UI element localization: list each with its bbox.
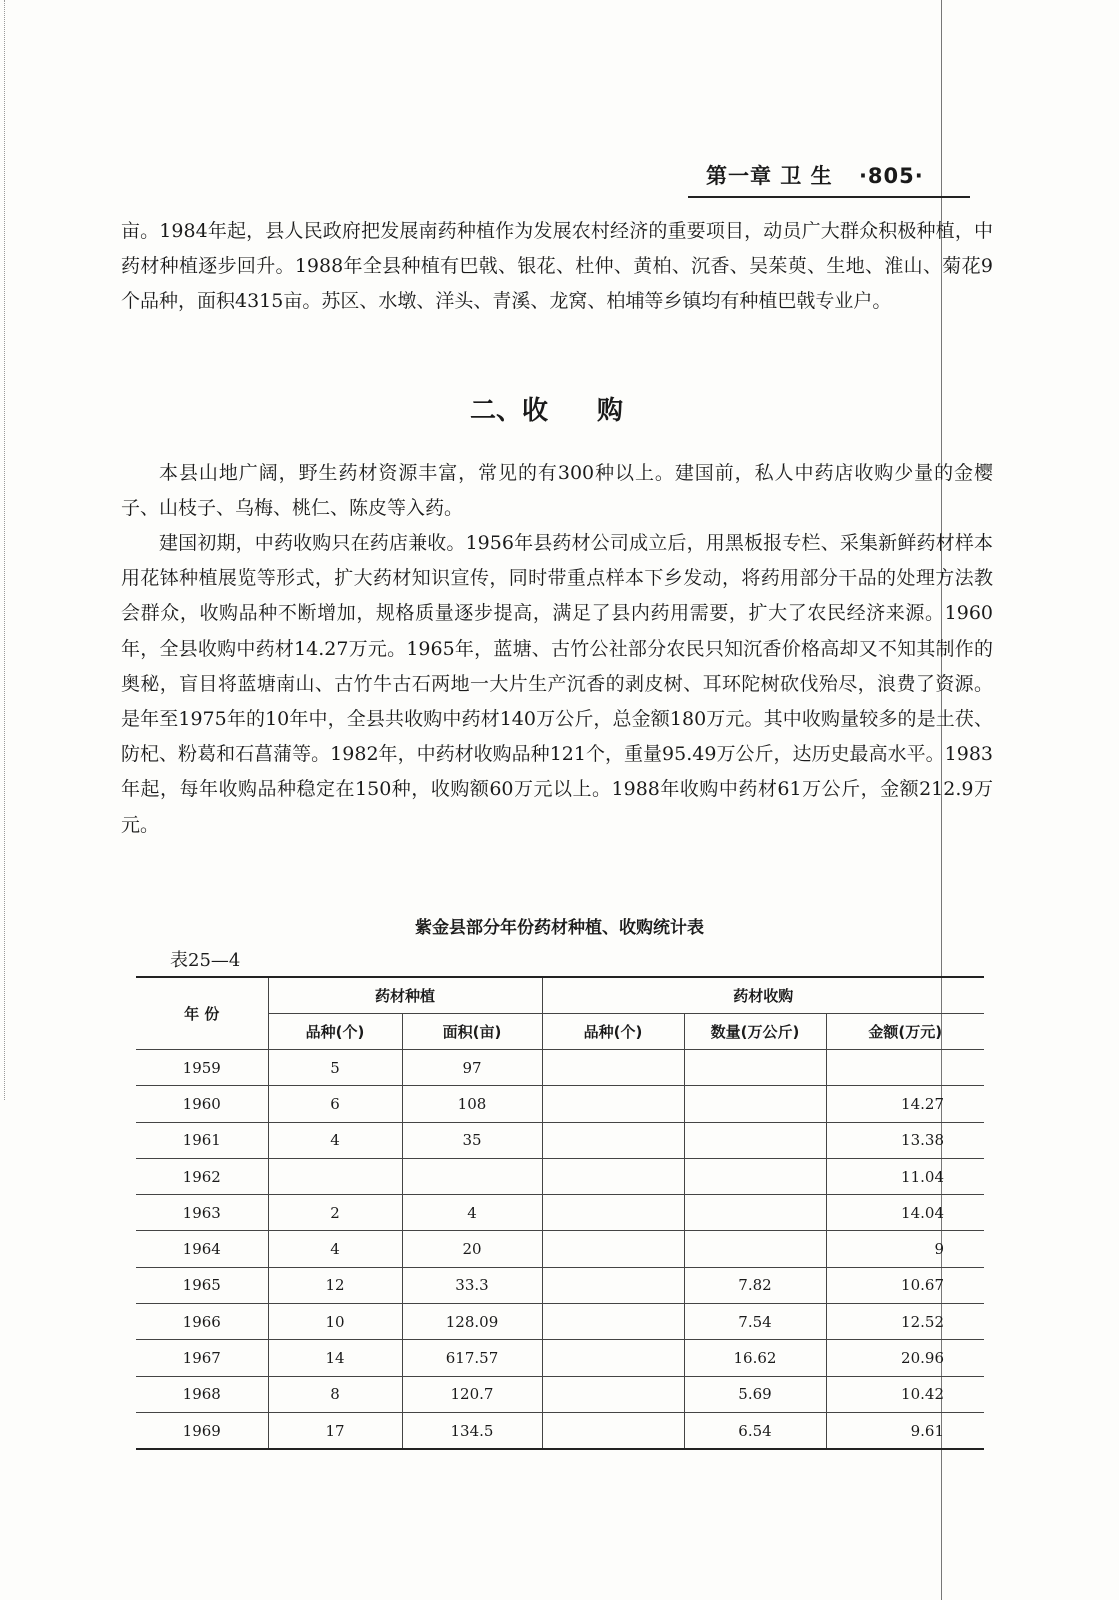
cell-year: 1965 xyxy=(136,1267,268,1303)
cell-purchase-varieties xyxy=(542,1195,684,1231)
cell-plant-area: 120.7 xyxy=(402,1376,542,1412)
cell-year: 1961 xyxy=(136,1122,268,1158)
cell-year: 1960 xyxy=(136,1086,268,1122)
cell-year: 1967 xyxy=(136,1340,268,1376)
paragraph-wild-resources: 本县山地广阔，野生药材资源丰富，常见的有300种以上。建国前，私人中药店收购少量的金樱子、山枝子、乌梅、桃仁、陈皮等入药。 xyxy=(121,462,993,520)
cell-amount: 14.04 xyxy=(826,1195,984,1231)
cell-plant-varieties: 4 xyxy=(268,1231,402,1267)
cell-amount: 11.04 xyxy=(826,1158,984,1194)
cell-plant-area: 35 xyxy=(402,1122,542,1158)
paragraph-planting: 亩。1984年起，县人民政府把发展南药种植作为发展农村经济的重要项目，动员广大群众积极种植，中药材种植逐步回升。1988年全县种植有巴戟、银花、杜仲、黄柏、沉香、吴茱萸、生地、淮山、菊花9个品种，面积4315亩。苏区、水墩、洋头、青溪、龙窝、柏埔等乡镇均有种植巴戟专业户。 xyxy=(121,220,993,313)
cell-plant-area: 97 xyxy=(402,1050,542,1086)
header-plant-area: 面积(亩) xyxy=(402,1014,542,1050)
header-purchase-amount: 金额(万元) xyxy=(826,1014,984,1050)
cell-purchase-varieties xyxy=(542,1376,684,1412)
cell-purchase-varieties xyxy=(542,1412,684,1449)
cell-plant-varieties: 12 xyxy=(268,1267,402,1303)
table-row xyxy=(136,1050,984,1086)
cell-plant-varieties: 5 xyxy=(268,1050,402,1086)
paragraph-purchasing: 建国初期，中药收购只在药店兼收。1956年县药材公司成立后，用黑板报专栏、采集新鲜药材样本用花钵种植展览等形式，扩大药材知识宣传，同时带重点样本下乡发动，将药用部分干品的处理方法教会群众，收购品种不断增加，规格质量逐步提高，满足了县内药用需要，扩大了农民经济来源。1960年，全县收购中药材14.27万元。1965年，蓝塘、古竹公社部分农民只知沉香价格高却又不知其制作的奥秘，盲目将蓝塘南山、古竹牛古石两地一大片生产沉香的剥皮树、耳环陀树砍伐殆尽，浪费了资源。是年至1975年的10年中，全县共收购中药材140万公斤，总金额180万元。其中收购量较多的是土茯、防杞、粉葛和石菖蒲等。1982年，中药材收购品种121个，重量95.49万公斤，达历史最高水平。1983年起，每年收购品种稳定在150种，收购额60万元以上。1988年收购中药材61万公斤，金额212.9万元。 xyxy=(121,532,993,836)
cell-plant-area: 33.3 xyxy=(402,1267,542,1303)
table-row xyxy=(136,1158,984,1194)
header-planting-group: 药材种植 xyxy=(268,977,542,1014)
header-purchase-varieties: 品种(个) xyxy=(542,1014,684,1050)
table-title: 紫金县部分年份药材种植、收购统计表 xyxy=(415,918,704,938)
table-row xyxy=(136,1086,984,1122)
table-row xyxy=(136,1231,984,1267)
cell-amount: 10.42 xyxy=(826,1376,984,1412)
cell-year: 1968 xyxy=(136,1376,268,1412)
cell-plant-area xyxy=(402,1158,542,1194)
cell-plant-area: 4 xyxy=(402,1195,542,1231)
cell-plant-area: 108 xyxy=(402,1086,542,1122)
cell-purchase-varieties xyxy=(542,1267,684,1303)
cell-quantity xyxy=(684,1195,826,1231)
cell-plant-varieties: 6 xyxy=(268,1086,402,1122)
cell-quantity: 7.54 xyxy=(684,1304,826,1340)
cell-purchase-varieties xyxy=(542,1340,684,1376)
cell-plant-area: 617.57 xyxy=(402,1340,542,1376)
cell-purchase-varieties xyxy=(542,1122,684,1158)
cell-quantity: 5.69 xyxy=(684,1376,826,1412)
cell-year: 1969 xyxy=(136,1412,268,1449)
table-number: 表25—4 xyxy=(170,950,241,971)
header-rule xyxy=(688,196,970,198)
table-row xyxy=(136,1340,984,1376)
chapter-title: 第一章 卫 生 xyxy=(706,164,833,188)
cell-quantity xyxy=(684,1086,826,1122)
cell-year: 1963 xyxy=(136,1195,268,1231)
cell-quantity xyxy=(684,1050,826,1086)
cell-amount: 9.61 xyxy=(826,1412,984,1449)
cell-plant-varieties: 17 xyxy=(268,1412,402,1449)
cell-plant-varieties xyxy=(268,1158,402,1194)
cell-amount: 12.52 xyxy=(826,1304,984,1340)
running-header xyxy=(706,160,970,192)
cell-year: 1964 xyxy=(136,1231,268,1267)
table-row xyxy=(136,1376,984,1412)
cell-quantity: 16.62 xyxy=(684,1340,826,1376)
table-row xyxy=(136,1304,984,1340)
cell-quantity: 7.82 xyxy=(684,1267,826,1303)
cell-year: 1959 xyxy=(136,1050,268,1086)
header-purchase-quantity: 数量(万公斤) xyxy=(684,1014,826,1050)
cell-amount: 10.67 xyxy=(826,1267,984,1303)
cell-plant-varieties: 10 xyxy=(268,1304,402,1340)
table-row xyxy=(136,1195,984,1231)
cell-quantity xyxy=(684,1158,826,1194)
header-plant-varieties: 品种(个) xyxy=(268,1014,402,1050)
cell-plant-varieties: 8 xyxy=(268,1376,402,1412)
cell-plant-area: 134.5 xyxy=(402,1412,542,1449)
cell-amount: 9 xyxy=(826,1231,984,1267)
cell-plant-varieties: 4 xyxy=(268,1122,402,1158)
cell-plant-area: 20 xyxy=(402,1231,542,1267)
section-heading: 二、收 购 xyxy=(470,396,624,426)
cell-plant-varieties: 2 xyxy=(268,1195,402,1231)
table-row xyxy=(136,1412,984,1449)
header-purchase-group: 药材收购 xyxy=(542,977,984,1014)
cell-purchase-varieties xyxy=(542,1304,684,1340)
table-row xyxy=(136,1267,984,1303)
cell-year: 1966 xyxy=(136,1304,268,1340)
table-row xyxy=(136,1122,984,1158)
cell-quantity xyxy=(684,1122,826,1158)
cell-purchase-varieties xyxy=(542,1086,684,1122)
cell-plant-area: 128.09 xyxy=(402,1304,542,1340)
header-year: 年 份 xyxy=(136,977,268,1050)
cell-plant-varieties: 14 xyxy=(268,1340,402,1376)
cell-purchase-varieties xyxy=(542,1231,684,1267)
cell-purchase-varieties xyxy=(542,1158,684,1194)
cell-amount: 13.38 xyxy=(826,1122,984,1158)
cell-quantity xyxy=(684,1231,826,1267)
cell-year: 1962 xyxy=(136,1158,268,1194)
cell-amount xyxy=(826,1050,984,1086)
cell-amount: 14.27 xyxy=(826,1086,984,1122)
cell-purchase-varieties xyxy=(542,1050,684,1086)
statistics-table xyxy=(136,976,984,1450)
cell-quantity: 6.54 xyxy=(684,1412,826,1449)
cell-amount: 20.96 xyxy=(826,1340,984,1376)
page-number: ·805· xyxy=(858,164,924,188)
